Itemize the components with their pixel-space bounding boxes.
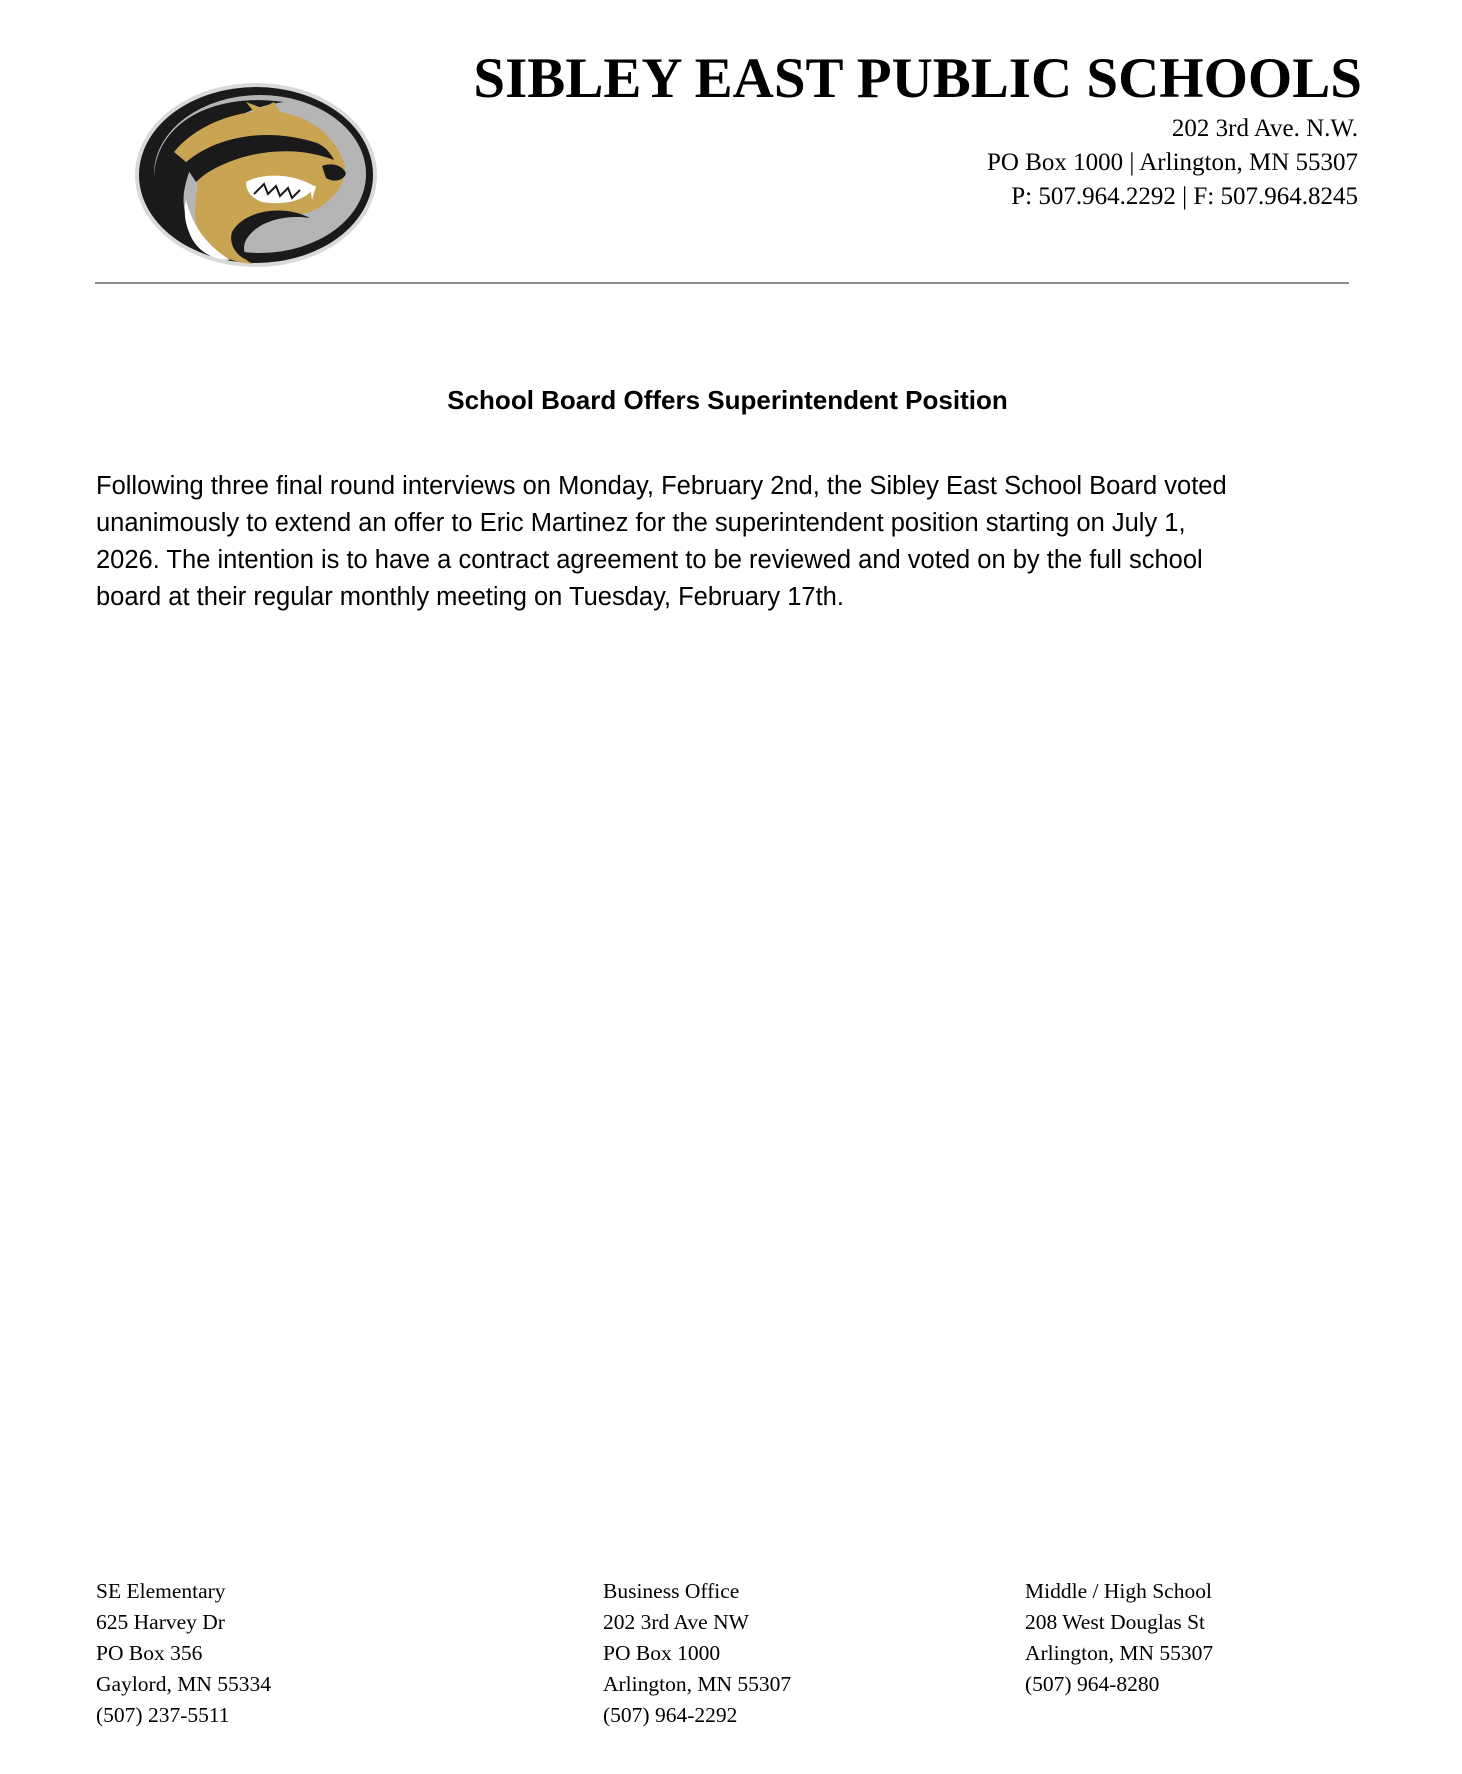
address-line: 202 3rd Ave. N.W. <box>1171 115 1358 142</box>
letterhead-address <box>987 112 1358 214</box>
article-body <box>96 468 1366 616</box>
footer-street: 208 West Douglas St <box>1025 1610 1206 1634</box>
footer-street: 625 Harvey Dr <box>96 1610 225 1634</box>
footer-middle-high-school <box>1025 1576 1213 1700</box>
footer-building-name: Middle / High School <box>1025 1579 1212 1603</box>
footer-city: Gaylord, MN 55334 <box>96 1672 271 1696</box>
footer-business-office <box>603 1576 791 1731</box>
footer-phone: (507) 964-2292 <box>603 1703 738 1727</box>
body-line: 2026. The intention is to have a contract agreement to be reviewed and voted on by the full school <box>96 546 1203 574</box>
footer-phone: (507) 964-8280 <box>1025 1672 1160 1696</box>
footer-se-elementary <box>96 1576 271 1731</box>
footer-city: Arlington, MN 55307 <box>603 1672 792 1696</box>
footer-po-box: PO Box 356 <box>96 1641 203 1665</box>
body-line: Following three final round interviews on Monday, February 2nd, the Sibley East School Board voted <box>96 472 1227 500</box>
footer-street: 202 3rd Ave NW <box>603 1610 749 1634</box>
contact-line: P: 507.964.2292 | F: 507.964.8245 <box>1011 183 1358 210</box>
footer-building-name: Business Office <box>603 1579 740 1603</box>
footer-phone: (507) 237-5511 <box>96 1703 230 1727</box>
body-line: board at their regular monthly meeting on Tuesday, February 17th. <box>96 583 844 611</box>
body-line: unanimously to extend an offer to Eric Martinez for the superintendent position starting on July 1, <box>96 509 1186 537</box>
letterhead-title: SIBLEY EAST PUBLIC SCHOOLS <box>473 47 1362 110</box>
article-headline: School Board Offers Superintendent Position <box>447 385 1008 415</box>
school-logo <box>134 82 378 268</box>
address-line: PO Box 1000 | Arlington, MN 55307 <box>986 149 1358 176</box>
footer-building-name: SE Elementary <box>96 1579 226 1603</box>
footer-po-box: PO Box 1000 <box>603 1641 721 1665</box>
header-divider <box>95 282 1349 284</box>
footer-city: Arlington, MN 55307 <box>1025 1641 1214 1665</box>
tiger-mascot-icon <box>134 82 378 268</box>
